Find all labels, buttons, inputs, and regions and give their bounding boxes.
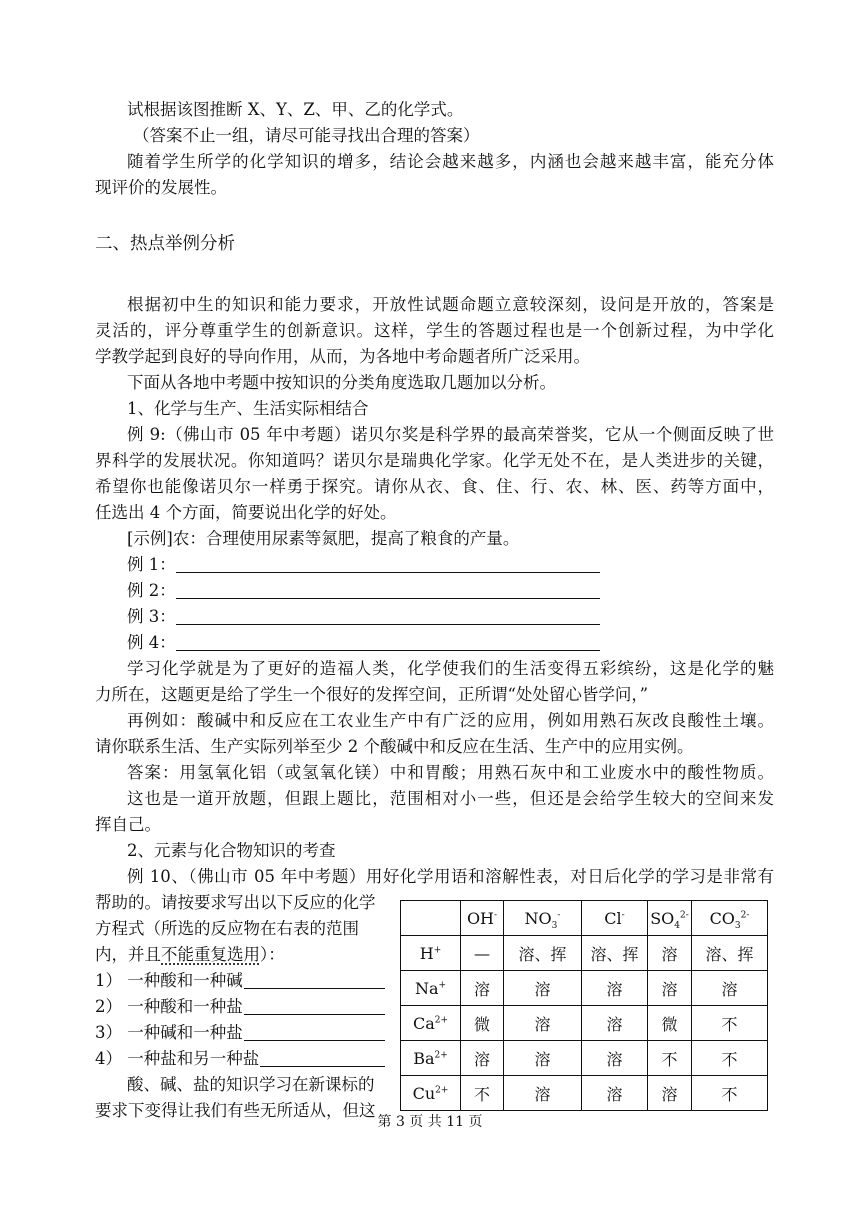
para-line: 根据初中生的知识和能力要求，开放性试题命题立意较深刻，设问是开放的，答案是 xyxy=(127,295,774,314)
table-cell: 溶 xyxy=(461,1041,504,1076)
answer-blank[interactable] xyxy=(176,624,600,625)
answer-blank[interactable] xyxy=(260,1066,385,1067)
example-line: 任选出 4 个方面，简要说出化学的好处。 xyxy=(95,503,397,522)
page-footer: 第 3 页 共 11 页 xyxy=(377,1114,483,1130)
table-cell: — xyxy=(461,936,504,971)
emphasis-text: 不能重复选用 xyxy=(161,945,260,964)
section-heading: 二、热点举例分析 xyxy=(95,234,235,254)
table-cell: 溶 xyxy=(582,1006,648,1041)
table-cell: 溶 xyxy=(692,971,768,1006)
cation-cell: H+ xyxy=(401,936,461,971)
table-cell: 溶 xyxy=(504,1076,582,1111)
intro-note: （答案不止一组，请尽可能寻找出合理的答案） xyxy=(133,126,480,145)
table-cell: 不 xyxy=(692,1006,768,1041)
header-cell: $SO_4^{2-}$ xyxy=(648,901,692,936)
header-cell: Cl- xyxy=(582,901,648,936)
para-line: 灵活的，评分尊重学生的创新意识。这样，学生的答题过程也是一个创新过程，为中学化 xyxy=(95,321,774,340)
blank-label: 例 4： xyxy=(127,633,176,652)
para-line: 酸、碱、盐的知识学习在新课标的 xyxy=(127,1075,375,1094)
example-line xyxy=(95,942,285,968)
intro-line: 试根据该图推断 X、Y、Z、甲、乙的化学式。 xyxy=(127,100,464,119)
blank-label: 例 2： xyxy=(127,581,176,600)
answer-blank[interactable] xyxy=(244,1014,385,1015)
para-line: 力所在，这题更是给了学生一个很好的发挥空间，正所谓“处处留心皆学问，” xyxy=(95,685,649,704)
intro-para-line: 随着学生所学的化学知识的增多，结论会越来越多，内涵也会越来越丰富，能充分体 xyxy=(127,152,774,171)
table-header-row xyxy=(401,901,768,936)
table-cell: 溶 xyxy=(648,971,692,1006)
table-cell: 溶 xyxy=(582,971,648,1006)
example-line: 例 9:（佛山市 05 年中考题）诺贝尔奖是科学界的最高荣誉奖，它从一个侧面反映了世 xyxy=(127,425,774,444)
table-cell: 不 xyxy=(692,1076,768,1111)
blank-label: 例 3： xyxy=(127,607,176,626)
table-cell: 微 xyxy=(461,1006,504,1041)
table-cell: 不 xyxy=(692,1041,768,1076)
para-line: 这也是一道开放题，但跟上题比，范围相对小一些，但还是会给学生较大的空间来发 xyxy=(127,789,774,808)
example-text: ）： xyxy=(260,945,285,964)
para-line: 学教学起到良好的导向作用，从而，为各地中考命题者所广泛采用。 xyxy=(95,347,590,366)
answer-blank[interactable] xyxy=(176,650,600,651)
table-cell: 微 xyxy=(648,1006,692,1041)
para-line: 学习化学就是为了更好的造福人类，化学使我们的生活变得五彩缤纷，这是化学的魅 xyxy=(127,659,774,678)
table-cell: 溶 xyxy=(582,1076,648,1111)
header-cell: $NO_3^-$ xyxy=(504,901,582,936)
subsection-heading: 2、元素与化合物知识的考查 xyxy=(127,841,336,860)
answer-blank[interactable] xyxy=(244,1040,385,1041)
example-line: 方程式（所选的反应物在右表的范围 xyxy=(95,919,359,938)
para-line: 挥自己。 xyxy=(95,815,161,834)
table-cell: 溶 xyxy=(648,1076,692,1111)
cation-cell: $Ba^{2+}$ xyxy=(401,1041,461,1076)
table-cell: 溶、挥 xyxy=(582,936,648,971)
answer-blank[interactable] xyxy=(244,988,385,989)
table-cell: 溶、挥 xyxy=(504,936,582,971)
table-cell: 溶 xyxy=(504,1006,582,1041)
table-cell: 溶、挥 xyxy=(692,936,768,971)
cation-cell: Na+ xyxy=(401,971,461,1006)
example-line: 例 10、（佛山市 05 年中考题）用好化学用语和溶解性表，对日后化学的学习是非常有 xyxy=(127,867,774,886)
table-row xyxy=(401,1041,768,1076)
blank-label: 例 1： xyxy=(127,555,176,574)
table-cell: 溶 xyxy=(461,971,504,1006)
header-cell xyxy=(401,901,461,936)
para-line: 下面从各地中考题中按知识的分类角度选取几题加以分析。 xyxy=(127,373,556,392)
table-cell: 溶 xyxy=(648,936,692,971)
table-cell: 不 xyxy=(648,1041,692,1076)
example-text: 内，并且 xyxy=(95,945,161,964)
para-line: 请你联系生活、生产实际列举至少 2 个酸碱中和反应在生活、生产中的应用实例。 xyxy=(95,737,694,756)
answer-blank[interactable] xyxy=(176,572,600,573)
question-item: 4） 一种盐和另一种盐 xyxy=(95,1049,260,1068)
table-cell: 溶 xyxy=(582,1041,648,1076)
cation-cell: $Ca^{2+}$ xyxy=(401,1006,461,1041)
cation-cell: $Cu^{2+}$ xyxy=(401,1076,461,1111)
example-line: 希望你也能像诺贝尔一样勇于探究。请你从衣、食、住、行、农、林、医、药等方面中， xyxy=(95,477,774,496)
question-item: 2） 一种酸和一种盐 xyxy=(95,997,243,1016)
table-cell: 溶 xyxy=(504,971,582,1006)
question-item: 3） 一种碱和一种盐 xyxy=(95,1023,243,1042)
table-row xyxy=(401,971,768,1006)
example-sample: [示例]农：合理使用尿素等氮肥，提高了粮食的产量。 xyxy=(127,529,520,548)
answer-blank[interactable] xyxy=(176,598,600,599)
table-cell: 溶 xyxy=(504,1041,582,1076)
header-cell: $CO_3^{2-}$ xyxy=(692,901,768,936)
question-item: 1） 一种酸和一种碱 xyxy=(95,971,243,990)
solubility-table xyxy=(400,900,768,1111)
table-cell: 不 xyxy=(461,1076,504,1111)
subsection-heading: 1、化学与生产、生活实际相结合 xyxy=(127,399,369,418)
para-line: 再例如：酸碱中和反应在工农业生产中有广泛的应用，例如用熟石灰改良酸性土壤。 xyxy=(127,711,774,730)
answer-line: 答案：用氢氧化铝（或氢氧化镁）中和胃酸；用熟石灰中和工业废水中的酸性物质。 xyxy=(127,763,774,782)
example-line: 界科学的发展状况。你知道吗？诺贝尔是瑞典化学家。化学无处不在，是人类进步的关键， xyxy=(95,451,774,470)
table-row xyxy=(401,1076,768,1111)
table-row xyxy=(401,936,768,971)
intro-para-line: 现评价的发展性。 xyxy=(95,178,227,197)
para-line: 要求下变得让我们有些无所适从，但这 xyxy=(95,1101,376,1120)
example-line: 帮助的。请按要求写出以下反应的化学 xyxy=(95,893,376,912)
table-row xyxy=(401,1006,768,1041)
header-cell: OH- xyxy=(461,901,504,936)
